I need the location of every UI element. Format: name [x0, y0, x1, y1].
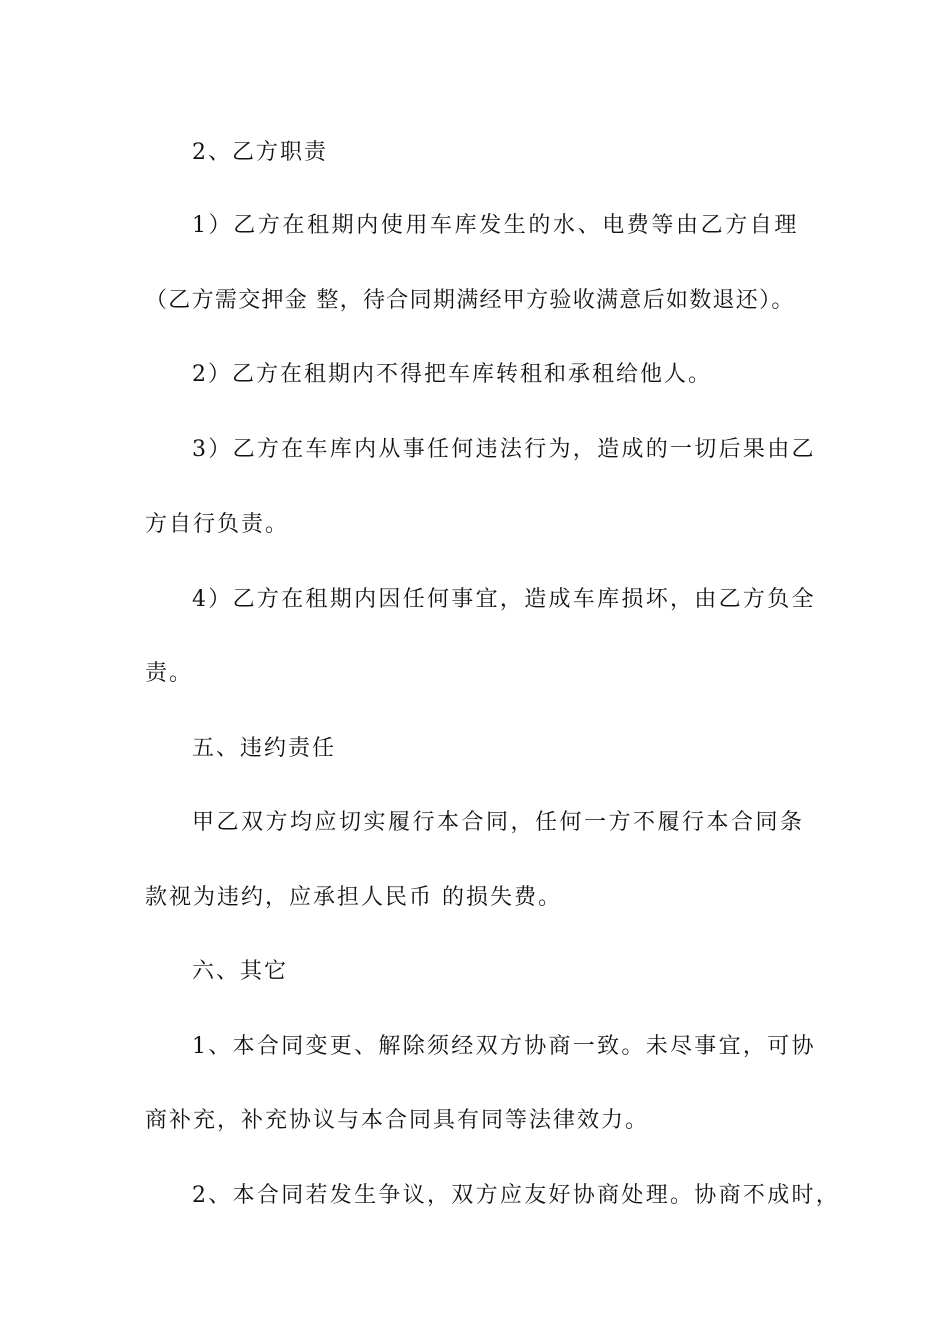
paragraph-line: 甲乙双方均应切实履行本合同，任何一方不履行本合同条: [192, 810, 805, 835]
paragraph-line: 商补充，补充协议与本合同具有同等法律效力。: [145, 1108, 650, 1133]
paragraph-line: 3）乙方在车库内从事任何违法行为，造成的一切后果由乙: [192, 437, 816, 462]
paragraph-line: 2、本合同若发生争议，双方应友好协商处理。协商不成时，: [192, 1183, 841, 1208]
paragraph-line: 责。: [145, 661, 194, 686]
paragraph-line: 方自行负责。: [145, 512, 290, 537]
paragraph-line: （乙方需交押金 整，待合同期满经甲方验收满意后如数退还）。: [145, 288, 795, 313]
section-heading-breach-liability: 五、违约责任: [192, 736, 337, 761]
paragraph-line: 1、本合同变更、解除须经双方协商一致。未尽事宜，可协: [192, 1034, 816, 1059]
section-heading-other: 六、其它: [192, 959, 289, 984]
paragraph-line: 款视为违约，应承担人民币 的损失费。: [145, 885, 562, 910]
section-heading-party-b-duties: 2、乙方职责: [192, 140, 328, 165]
paragraph-line: 2）乙方在租期内不得把车库转租和承租给他人。: [192, 362, 712, 387]
paragraph-line: 4）乙方在租期内因任何事宜，造成车库损坏，由乙方负全: [192, 587, 816, 612]
paragraph-line: 1）乙方在租期内使用车库发生的水、电费等由乙方自理: [192, 213, 799, 238]
